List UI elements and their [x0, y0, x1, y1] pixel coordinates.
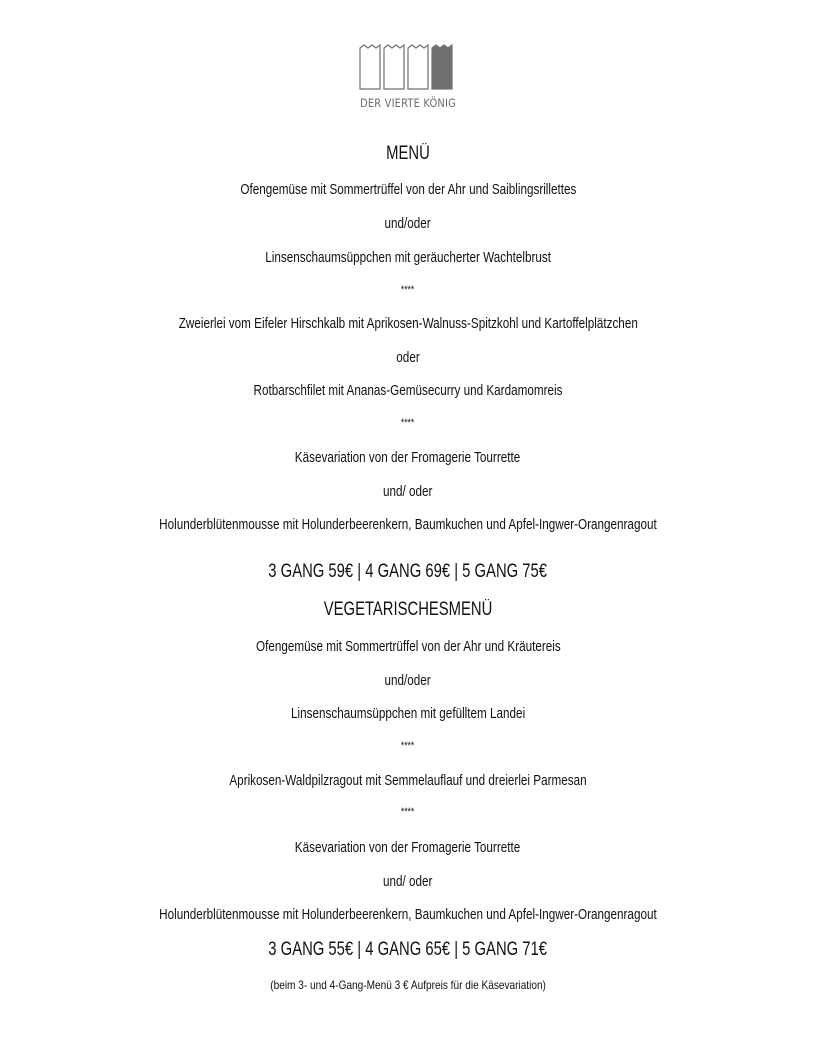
menu-dish-cheese: Käsevariation von der Fromagerie Tourrette	[295, 449, 521, 466]
menu-dish-starter-1: Ofengemüse mit Sommertrüffel von der Ahr und Saiblingsrillettes	[239, 181, 576, 198]
logo-text: DER VIERTE KÖNIG	[360, 96, 456, 110]
vegetarian-menu-title: VEGETARISCHESMENÜ	[323, 599, 493, 620]
vegetarian-conjunction: und/ oder	[383, 873, 433, 890]
vegetarian-dish-starter-2: Linsenschaumsüppchen mit gefülltem Landei	[290, 705, 526, 722]
menu-separator: ****	[401, 284, 415, 296]
menu-conjunction: und/ oder	[383, 483, 433, 500]
menu-conjunction: oder	[396, 349, 420, 366]
menu-dish-main-1: Zweierlei vom Eifeler Hirschkalb mit Aprikosen-Walnuss-Spitzkohl und Kartoffelplätzchen	[178, 315, 638, 332]
vegetarian-dish-starter-1: Ofengemüse mit Sommertrüffel von der Ahr und Kräutereis	[255, 638, 561, 655]
vegetarian-dish-main: Aprikosen-Waldpilzragout mit Semmelauflauf und dreierlei Parmesan	[229, 772, 587, 789]
vegetarian-prices: 3 GANG 55€ | 4 GANG 65€ | 5 GANG 71€	[268, 939, 548, 960]
vegetarian-dish-dessert: Holunderblütenmousse mit Holunderbeerenkern, Baumkuchen und Apfel-Ingwer-Orangenragout	[159, 906, 657, 923]
menu-dish-starter-2: Linsenschaumsüppchen mit geräucherter Wachtelbrust	[265, 249, 551, 266]
menu-dish-main-2: Rotbarschfilet mit Ananas-Gemüsecurry und Kardamomreis	[253, 382, 563, 399]
menu-title: MENÜ	[386, 143, 430, 164]
restaurant-logo	[0, 44, 816, 110]
vegetarian-conjunction: und/oder	[384, 672, 432, 689]
menu-separator: ****	[401, 417, 415, 429]
surcharge-note: (beim 3- und 4-Gang-Menü 3 € Aufpreis für die Käsevariation)	[270, 978, 546, 992]
menu-conjunction: und/oder	[384, 215, 432, 232]
menu-dish-dessert: Holunderblütenmousse mit Holunderbeerenkern, Baumkuchen und Apfel-Ingwer-Orangenragout	[159, 516, 657, 533]
four-crowns-logo-icon	[359, 44, 457, 90]
vegetarian-separator: ****	[401, 740, 415, 752]
vegetarian-dish-cheese: Käsevariation von der Fromagerie Tourrette	[295, 839, 521, 856]
vegetarian-separator: ****	[401, 806, 415, 818]
menu-prices: 3 GANG 59€ | 4 GANG 69€ | 5 GANG 75€	[268, 561, 548, 582]
